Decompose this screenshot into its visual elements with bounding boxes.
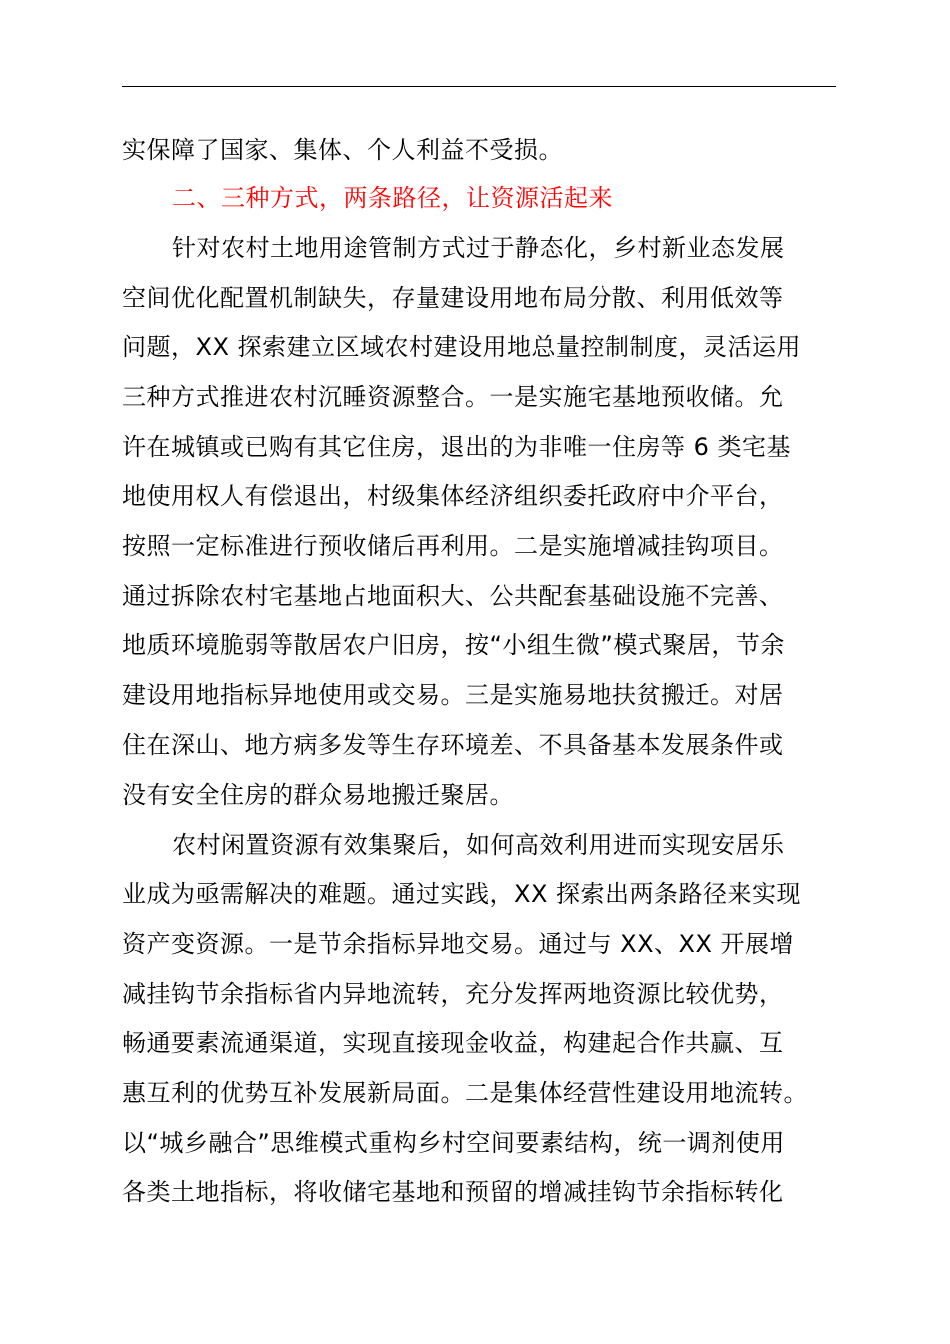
text-line: 建设用地指标异地使用或交易。三是实施易地扶贫搬迁。对居 [122, 681, 784, 709]
text-line: 按照一定标准进行预收储后再利用。二是实施增减挂钩项目。 [122, 532, 784, 560]
text-line: 惠互利的优势互补发展新局面。二是集体经营性建设用地流转。 [122, 1079, 808, 1107]
section-heading: 二、三种方式，两条路径，让资源活起来 [172, 184, 613, 212]
paragraph-first-line: 农村闲置资源有效集聚后，如何高效利用进而实现安居乐 [172, 831, 785, 859]
text-line: 地使用权人有偿退出，村级集体经济组织委托政府中介平台， [122, 482, 784, 510]
text-line: 通过拆除农村宅基地占地面积大、公共配套基础设施不完善、 [122, 582, 784, 610]
text-line: 业成为亟需解决的难题。通过实践，XX 探索出两条路径来实现 [122, 880, 802, 908]
text-line: 减挂钩节余指标省内异地流转，充分发挥两地资源比较优势， [122, 980, 784, 1008]
text-line: 许在城镇或已购有其它住房，退出的为非唯一住房等 6 类宅基 [122, 433, 792, 461]
text-line: 地质环境脆弱等散居农户旧房，按“小组生微”模式聚居，节余 [122, 631, 785, 659]
text-line: 没有安全住房的群众易地搬迁聚居。 [122, 781, 514, 809]
header-rule [122, 86, 836, 87]
text-line: 问题，XX 探索建立区域农村建设用地总量控制制度，灵活运用 [122, 333, 802, 361]
paragraph-first-line: 针对农村土地用途管制方式过于静态化，乡村新业态发展 [172, 234, 785, 262]
text-line: 三种方式推进农村沉睡资源整合。一是实施宅基地预收储。允 [122, 383, 784, 411]
text-line: 空间优化配置机制缺失，存量建设用地布局分散、利用低效等 [122, 284, 784, 312]
text-line: 各类土地指标，将收储宅基地和预留的增减挂钩节余指标转化 [122, 1178, 784, 1206]
text-line: 住在深山、地方病多发等生存环境差、不具备基本发展条件或 [122, 731, 784, 759]
text-line: 资产变资源。一是节余指标异地交易。通过与 XX、XX 开展增 [122, 930, 795, 958]
text-line: 畅通要素流通渠道，实现直接现金收益，构建起合作共赢、互 [122, 1029, 784, 1057]
text-line: 以“城乡融合”思维模式重构乡村空间要素结构，统一调剂使用 [122, 1129, 785, 1157]
text-line: 实保障了国家、集体、个人利益不受损。 [122, 136, 563, 164]
